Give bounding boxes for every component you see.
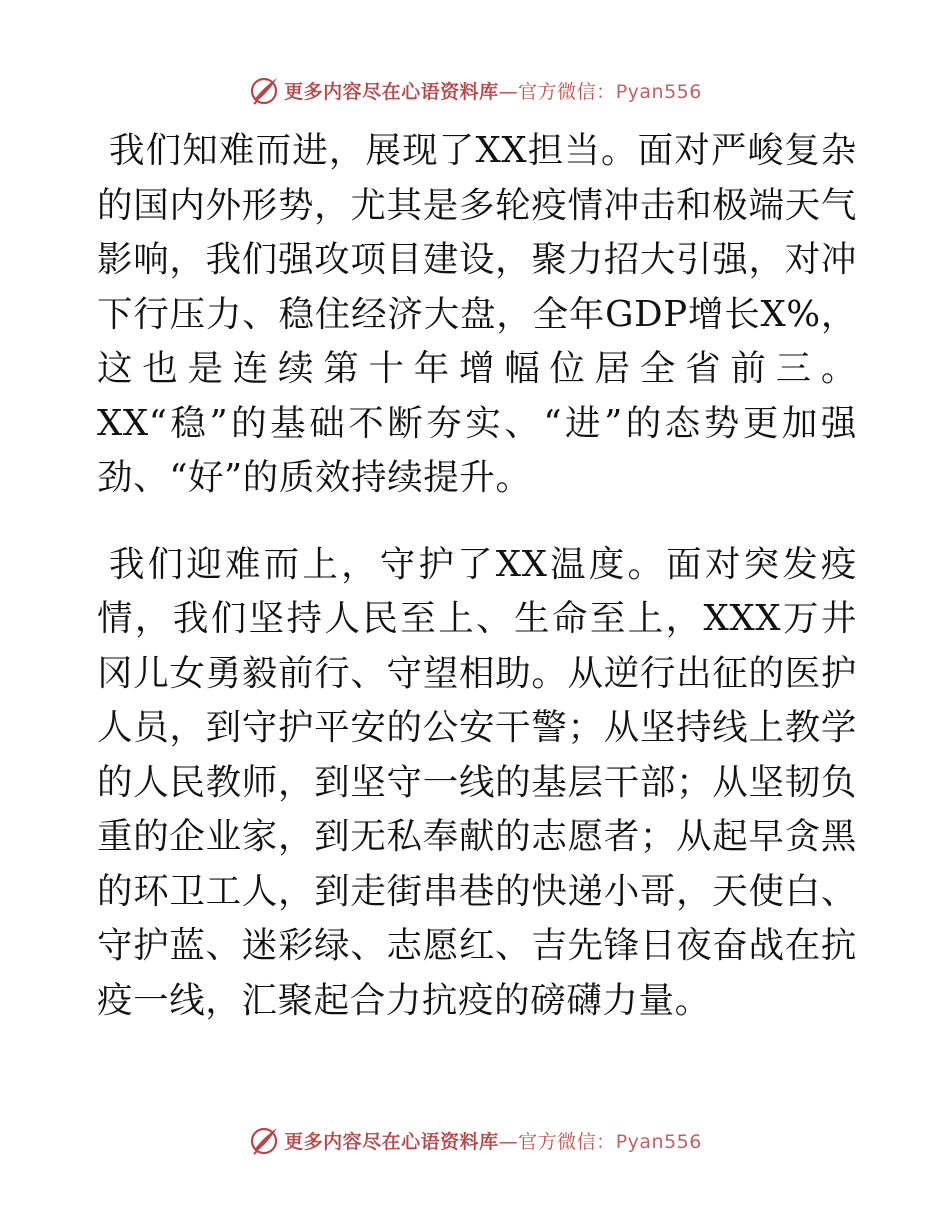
footer-banner [0, 1122, 950, 1158]
banner-wechat-id: Pyan556 [615, 80, 702, 103]
paragraph-2: 我们迎难而上，守护了XX温度。面对突发疫情，我们坚持人民至上、生命至上，XXX万井冈儿女勇毅前行、守望相助。从逆行出征的医护人员，到守护平安的公安干警；从坚持线上教学的人民教师，到坚守一线的基层干部；从坚韧负重的企业家，到无私奉献的志愿者；从起早贪黑的环卫工人，到走街串巷的快递小哥，天使白、守护蓝、迷彩绿、志愿红、吉先锋日夜奋战在抗疫一线，汇聚起合力抗疫的磅礴力量。 [97, 543, 857, 1021]
banner-sub-text: 官方微信： [518, 80, 616, 103]
banner-main-text: 更多内容尽在心语资料库 [284, 80, 499, 103]
banner-text [284, 77, 702, 104]
document-body [97, 124, 857, 1028]
paragraph-1: 我们知难而进，展现了XX担当。面对严峻复杂的国内外形势，尤其是多轮疫情冲击和极端天气影响，我们强攻项目建设，聚力招大引强，对冲下行压力、稳住经济大盘，全年GDP增长X%，这也是连续第十年增幅位居全省前三。XX“稳”的基础不断夯实、“进”的态势更加强劲、“好”的质效持续提升。 [97, 130, 857, 498]
banner-text [284, 1127, 702, 1154]
banner-separator: — [498, 1130, 519, 1153]
banner-main-text: 更多内容尽在心语资料库 [284, 1130, 499, 1153]
banner-sub-text: 官方微信： [518, 1130, 616, 1153]
feather-pen-logo-icon [248, 74, 280, 106]
feather-pen-logo-icon [248, 1124, 280, 1156]
banner-separator: — [498, 80, 519, 103]
header-banner [0, 72, 950, 108]
banner-wechat-id: Pyan556 [615, 1130, 702, 1153]
